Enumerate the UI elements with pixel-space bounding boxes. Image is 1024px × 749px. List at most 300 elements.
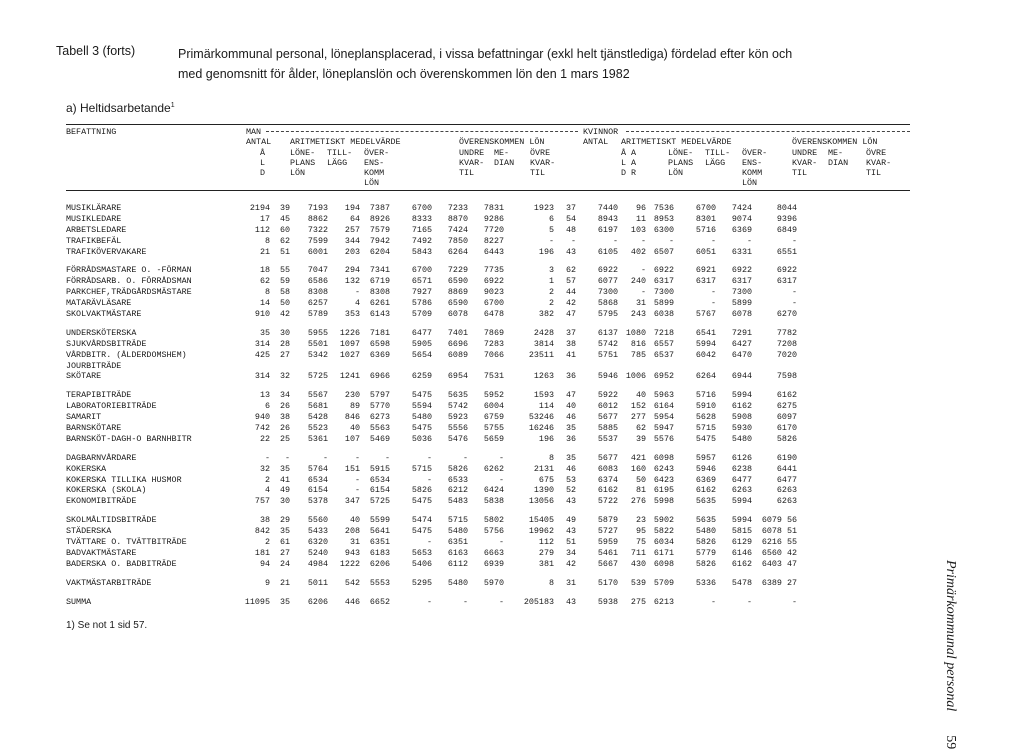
row-value: 36 (565, 371, 576, 382)
row-value: 6034 (653, 537, 674, 548)
row-value: 5826 (447, 463, 468, 474)
row-value: 6557 (653, 338, 674, 349)
row-value: 5725 (369, 496, 390, 507)
row-value: 17 (259, 213, 270, 224)
row-value: 6001 (307, 246, 328, 257)
row-label: KOKERSKA (SKOLA) (66, 485, 147, 496)
row-value: 5011 (307, 577, 328, 588)
row-label: DAGBARNVÅRDARE (66, 452, 137, 463)
row-value: 5868 (597, 298, 618, 309)
row-value: 6162 (731, 401, 752, 412)
row-value: 2194 (249, 203, 270, 213)
row-value: 31 (635, 298, 646, 309)
row-value: 208 (344, 526, 360, 537)
row-value: 5815 (731, 526, 752, 537)
row-value: 7341 (369, 265, 390, 276)
row-value: 5567 (307, 390, 328, 401)
row-value: - (354, 287, 360, 298)
row-value: - (322, 452, 328, 463)
row-value: 5635 (695, 496, 716, 507)
row-value: 9 (264, 577, 270, 588)
row-value: 2428 (533, 327, 554, 338)
row-value: 47 (565, 390, 576, 401)
row-value: 711 (630, 547, 646, 558)
row-label: TVÄTTARE O. TVÄTTBITRÄDE (66, 537, 187, 548)
row-value: 23511 (528, 349, 554, 360)
row-value: 6259 (411, 371, 432, 382)
row-label: JOURBITRÄDE (66, 360, 122, 371)
row-value: 6264 (695, 371, 716, 382)
row-value: 381 (538, 558, 554, 569)
row-value: 7322 (307, 224, 328, 235)
row-value: 7229 (447, 265, 468, 276)
row-value: 7047 (307, 265, 328, 276)
row-value: 5751 (597, 349, 618, 360)
row-value: 6195 (653, 485, 674, 496)
page-number: 59 (943, 735, 958, 749)
row-value: 6083 (597, 463, 618, 474)
row-value: 402 (630, 246, 646, 257)
header-alder-man: Å L D (260, 148, 266, 178)
row-label: KOKERSKA TILLIKA HUSMOR (66, 474, 182, 485)
row-value: 6263 (731, 485, 752, 496)
row-value: 276 (630, 496, 646, 507)
row-value: 15405 (528, 515, 554, 526)
row-value: 5994 (731, 515, 752, 526)
row-value: 7850 (447, 235, 468, 246)
row-value: 5709 (653, 577, 674, 588)
row-value: 39 (635, 433, 646, 444)
row-value: 5755 (483, 423, 504, 434)
row-value: 6261 (369, 298, 390, 309)
row-label: BARNSKÖT-DAGH-O BARNHBITR (66, 433, 192, 444)
header-lone-man: LÖNE- PLANS LÖN (290, 148, 316, 178)
row-value: 6098 (653, 558, 674, 569)
row-value: 94 (259, 558, 270, 569)
row-value: 23 (635, 515, 646, 526)
row-value: - (498, 452, 504, 463)
row-value: 6012 (597, 401, 618, 412)
row-value: 24 (279, 558, 290, 569)
row-value: 35 (259, 327, 270, 338)
row-value: 89 (349, 401, 360, 412)
row-value: 7869 (483, 327, 504, 338)
row-value: 181 (254, 547, 270, 558)
row-value: 6534 (369, 474, 390, 485)
row-value: 48 (565, 224, 576, 235)
row-value: - (498, 596, 504, 607)
row-value: 5899 (731, 298, 752, 309)
row-value: - (354, 485, 360, 496)
row-value: 8943 (597, 213, 618, 224)
row-value: 4 (264, 485, 270, 496)
row-value: 6143 (369, 309, 390, 320)
row-value: 55 (279, 265, 290, 276)
row-value: 5170 (597, 577, 618, 588)
row-label: MATARÄVLÄSARE (66, 298, 132, 309)
row-value: 6478 (483, 309, 504, 320)
row-value: 27 (279, 349, 290, 360)
row-value: 6369 (731, 224, 752, 235)
row-value: 5475 (411, 496, 432, 507)
row-label: LABORATORIEBITRÄDE (66, 401, 157, 412)
row-value: - (640, 265, 646, 276)
row-value: 35 (279, 463, 290, 474)
header-tillagg-kv: TILL- LÄGG (705, 148, 731, 168)
row-value: 26 (279, 423, 290, 434)
row-value: 6317 (695, 276, 716, 287)
row-value: 9396 (776, 213, 797, 224)
header-median-kv: ME- DIAN (828, 148, 849, 168)
row-value: 5970 (483, 577, 504, 588)
section-label (66, 101, 175, 115)
row-value: 5475 (411, 526, 432, 537)
footnote: 1) Se not 1 sid 57. (66, 620, 148, 631)
row-value: 742 (254, 423, 270, 434)
row-value: 5994 (731, 496, 752, 507)
row-value: 5742 (447, 401, 468, 412)
row-value: - (640, 235, 646, 246)
row-value: 5910 (695, 401, 716, 412)
row-value: 5899 (653, 298, 674, 309)
row-value: 539 (630, 577, 646, 588)
row-value: 425 (254, 349, 270, 360)
row-value: 5885 (597, 423, 618, 434)
row-value: 279 (538, 547, 554, 558)
row-value: 2 (548, 287, 554, 298)
row-value: 5709 (411, 309, 432, 320)
row-value: - (710, 596, 716, 607)
row-value: 5475 (411, 390, 432, 401)
row-value: 6571 (411, 276, 432, 287)
row-value: 1593 (533, 390, 554, 401)
row-value: 62 (279, 235, 290, 246)
row-value: 6126 (731, 452, 752, 463)
row-value: 95 (635, 526, 646, 537)
row-value: 5433 (307, 526, 328, 537)
row-label: BARNSKÖTARE (66, 423, 122, 434)
row-value: 842 (254, 526, 270, 537)
row-value: 6264 (447, 246, 468, 257)
row-value: 5361 (307, 433, 328, 444)
row-label: MUSIKLÄRARE (66, 203, 122, 213)
row-value: 5905 (411, 338, 432, 349)
row-value: 6275 (776, 401, 797, 412)
row-value: 39 (279, 203, 290, 213)
row-value: - (264, 452, 270, 463)
row-label: SUMMA (66, 596, 92, 607)
row-value: 6921 (695, 265, 716, 276)
row-value: 5826 (695, 537, 716, 548)
row-value: 5461 (597, 547, 618, 558)
row-value: 9023 (483, 287, 504, 298)
row-value: 1222 (339, 558, 360, 569)
row-value: 107 (344, 433, 360, 444)
row-value: 41 (565, 349, 576, 360)
row-value: 14 (259, 298, 270, 309)
row-value: 1226 (339, 327, 360, 338)
row-value: 5946 (695, 463, 716, 474)
row-value: 6533 (447, 474, 468, 485)
row-value: 6470 (731, 349, 752, 360)
row-value: 6206 (369, 558, 390, 569)
row-value: 5725 (307, 371, 328, 382)
row-value: 6560 42 (761, 547, 797, 558)
row-value: 5560 (307, 515, 328, 526)
row-value: 38 (565, 338, 576, 349)
row-value: - (710, 298, 716, 309)
row-value: 6213 (653, 596, 674, 607)
row-value: 430 (630, 558, 646, 569)
row-value: 5641 (369, 526, 390, 537)
row-value: 5922 (597, 390, 618, 401)
row-value: 5406 (411, 558, 432, 569)
row-value: 5826 (411, 485, 432, 496)
row-value: 910 (254, 309, 270, 320)
row-value: 6170 (776, 423, 797, 434)
row-value: 6952 (653, 371, 674, 382)
table-label: Tabell 3 (forts) (56, 44, 136, 58)
row-value: 6441 (776, 463, 797, 474)
row-value: 5681 (307, 401, 328, 412)
row-value: 5923 (447, 412, 468, 423)
row-value: 6477 (411, 327, 432, 338)
row-value: 5963 (653, 390, 674, 401)
row-value: 5480 (695, 526, 716, 537)
row-value: 6097 (776, 412, 797, 423)
row-label: VÅRDBITR. (ÅLDERDOMSHEM) (66, 349, 187, 360)
row-value: 6137 (597, 327, 618, 338)
row-value: 6443 (483, 246, 504, 257)
row-value: 7531 (483, 371, 504, 382)
row-value: 6197 (597, 224, 618, 235)
row-value: 1006 (625, 371, 646, 382)
row-value: 5659 (483, 433, 504, 444)
row-value: 6238 (731, 463, 752, 474)
row-value: 5635 (447, 390, 468, 401)
row-value: 6154 (307, 485, 328, 496)
row-value: 6427 (731, 338, 752, 349)
row-value: 314 (254, 371, 270, 382)
row-label: FÖRRÅDSMASTARE O. -FÖRMAN (66, 265, 192, 276)
row-value: 5478 (731, 577, 752, 588)
row-value: - (710, 287, 716, 298)
row-value: 50 (635, 474, 646, 485)
row-value: 152 (630, 401, 646, 412)
row-value: 6590 (447, 298, 468, 309)
row-value: 2 (548, 298, 554, 309)
row-value: 1027 (339, 349, 360, 360)
row-value: 37 (565, 203, 576, 213)
row-value: - (668, 235, 674, 246)
row-value: 35 (565, 452, 576, 463)
row-value: 5789 (307, 309, 328, 320)
row-value: 8869 (447, 287, 468, 298)
row-value: 6079 56 (761, 515, 797, 526)
row-value: 5822 (653, 526, 674, 537)
header-alder-kv: Å A L A D R (621, 148, 637, 178)
row-value: 5779 (695, 547, 716, 558)
row-value: 9286 (483, 213, 504, 224)
row-value: 7181 (369, 327, 390, 338)
header-undre-man: UNDRE KVAR- TIL (459, 148, 485, 178)
row-value: 5480 (447, 577, 468, 588)
row-value: 5994 (731, 390, 752, 401)
row-value: 757 (254, 496, 270, 507)
row-value: 6263 (776, 485, 797, 496)
row-value: 112 (538, 537, 554, 548)
row-value: 6112 (447, 558, 468, 569)
row-value: - (426, 452, 432, 463)
row-value: - (498, 537, 504, 548)
row-value: 5826 (776, 433, 797, 444)
row-value: 59 (279, 276, 290, 287)
row-value: 6590 (447, 276, 468, 287)
row-label: SJUKVÅRDSBITRÄDE (66, 338, 147, 349)
header-overkomm-man: ÖVER- ENS- KOMM LÖN (364, 148, 390, 188)
row-value: 42 (565, 558, 576, 569)
row-value: 6051 (695, 246, 716, 257)
row-value: 114 (538, 401, 554, 412)
row-label: EKONOMIBITRÄDE (66, 496, 137, 507)
row-value: 61 (279, 537, 290, 548)
row-value: 5786 (411, 298, 432, 309)
row-value: 132 (344, 276, 360, 287)
row-value: - (746, 235, 752, 246)
row-value: 7782 (776, 327, 797, 338)
row-value: 5628 (695, 412, 716, 423)
row-value: 5 (548, 224, 554, 235)
row-value: 675 (538, 474, 554, 485)
row-value: 5677 (597, 452, 618, 463)
row-value: 40 (565, 401, 576, 412)
row-value: - (640, 287, 646, 298)
row-value: 2 (264, 474, 270, 485)
row-value: 196 (538, 433, 554, 444)
row-value: 5501 (307, 338, 328, 349)
row-value: - (462, 596, 468, 607)
row-value: - (548, 235, 554, 246)
row-value: 382 (538, 309, 554, 320)
row-value: 1263 (533, 371, 554, 382)
row-value: 1097 (339, 338, 360, 349)
row-value: 6719 (369, 276, 390, 287)
row-value: 5947 (653, 423, 674, 434)
row-value: 5715 (695, 423, 716, 434)
row-value: 42 (565, 298, 576, 309)
row-value: 6700 (411, 203, 432, 213)
row-value: 45 (279, 213, 290, 224)
header-overkomm-kv: ÖVER- ENS- KOMM LÖN (742, 148, 768, 188)
header-overens-man: ÖVERENSKOMMEN LÖN (459, 137, 545, 147)
row-value: 6696 (447, 338, 468, 349)
row-value: 5428 (307, 412, 328, 423)
row-value: 5770 (369, 401, 390, 412)
row-value: - (384, 452, 390, 463)
row-label: SKOLVAKTMÄSTARE (66, 309, 142, 320)
row-value: 6129 (731, 537, 752, 548)
row-value: 43 (565, 526, 576, 537)
row-value: 13 (259, 390, 270, 401)
row-value: 6403 47 (761, 558, 797, 569)
row-value: 6922 (597, 265, 618, 276)
row-value: 6369 (695, 474, 716, 485)
row-value: 6507 (653, 246, 674, 257)
row-label: TRAFIKBEFÄL (66, 235, 122, 246)
row-value: 7735 (483, 265, 504, 276)
row-value: 5599 (369, 515, 390, 526)
section-label-text: a) Heltidsarbetande (66, 101, 171, 115)
row-label: ARBETSLEDARE (66, 224, 127, 235)
row-value: 5957 (695, 452, 716, 463)
row-value: 5474 (411, 515, 432, 526)
row-value: 5879 (597, 515, 618, 526)
row-value: 6700 (483, 298, 504, 309)
row-value: 7020 (776, 349, 797, 360)
row-label: SKOLMÅLTIDSBITRÄDE (66, 515, 157, 526)
row-value: 5476 (447, 433, 468, 444)
row-value: 5802 (483, 515, 504, 526)
row-label: UNDERSKÖTERSKA (66, 327, 137, 338)
row-value: 35 (279, 596, 290, 607)
header-ovre-kv: ÖVRE KVAR- TIL (866, 148, 892, 178)
header-antal-man: ANTAL (246, 137, 272, 147)
row-value: 5480 (447, 526, 468, 537)
row-value: 32 (279, 371, 290, 382)
row-value: 785 (630, 349, 646, 360)
row-value: 52 (565, 485, 576, 496)
row-value: 6162 (776, 390, 797, 401)
row-value: 6534 (307, 474, 328, 485)
row-value: 2 (264, 537, 270, 548)
title-line-1: Primärkommunal personal, löneplansplacerad, i vissa befattningar (exkl helt tjänstlediga) fördelad efter kön och (178, 47, 793, 61)
row-value: 6663 (483, 547, 504, 558)
row-value: 6042 (695, 349, 716, 360)
row-value: 6 (548, 213, 554, 224)
row-value: 7440 (597, 203, 618, 213)
row-value: 7193 (307, 203, 328, 213)
row-value: 5998 (653, 496, 674, 507)
row-value: 112 (254, 224, 270, 235)
row-value: 5994 (695, 338, 716, 349)
row-value: 46 (565, 412, 576, 423)
row-value: 18 (259, 265, 270, 276)
row-value: 25 (279, 433, 290, 444)
row-value: 26 (279, 401, 290, 412)
row-value: 5902 (653, 515, 674, 526)
row-value: - (498, 474, 504, 485)
row-label: PARKCHEF,TRÄDGÅRDSMÄSTARE (66, 287, 192, 298)
row-value: 81 (635, 485, 646, 496)
row-value: 5342 (307, 349, 328, 360)
row-value: 7300 (597, 287, 618, 298)
row-value: 7579 (369, 224, 390, 235)
row-value: 43 (565, 246, 576, 257)
row-value: 4984 (307, 558, 328, 569)
row-value: 6922 (776, 265, 797, 276)
row-value: 6206 (307, 596, 328, 607)
row-value: - (791, 298, 797, 309)
row-value: 6849 (776, 224, 797, 235)
row-value: 7927 (411, 287, 432, 298)
row-value: 7165 (411, 224, 432, 235)
row-value: 5930 (731, 423, 752, 434)
row-value: 7599 (307, 235, 328, 246)
row-value: 203 (344, 246, 360, 257)
row-value: 6183 (369, 547, 390, 558)
row-value: 35 (565, 423, 576, 434)
row-value: 846 (344, 412, 360, 423)
